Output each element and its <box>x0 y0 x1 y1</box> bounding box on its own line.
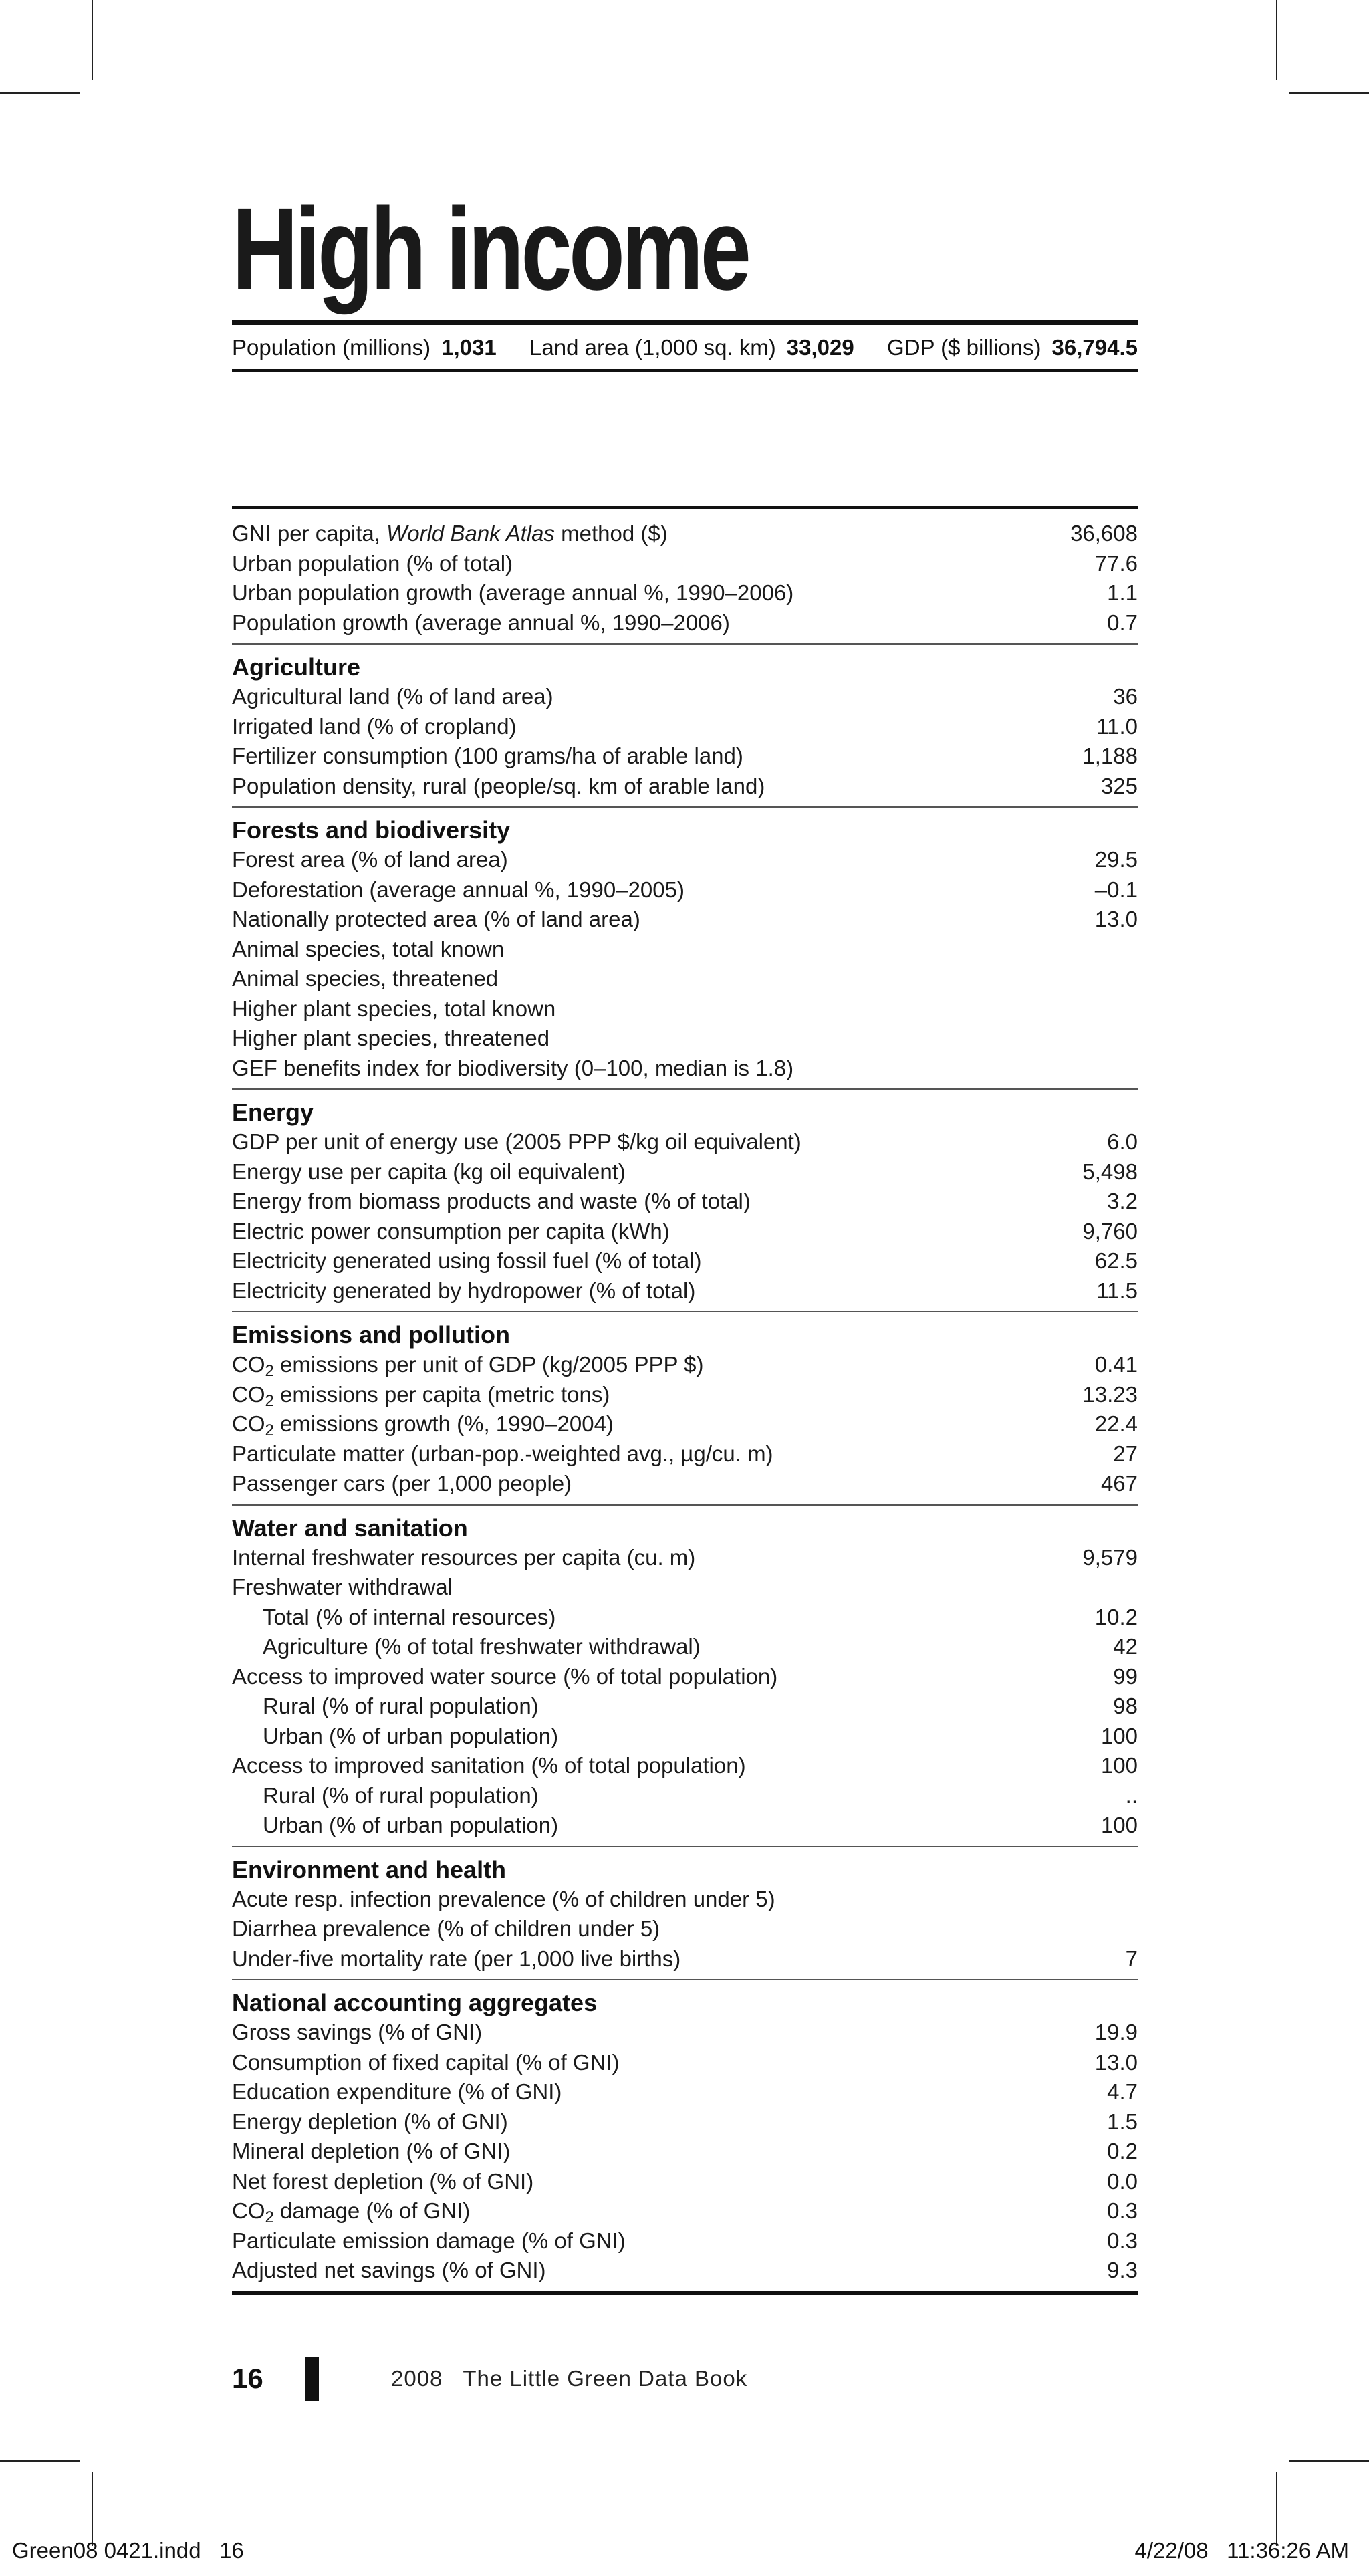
table-row <box>232 578 1138 608</box>
population-label: Population (millions) <box>232 335 431 360</box>
gdp-summary <box>887 333 1138 362</box>
row-value: 0.41 <box>1094 1352 1138 1377</box>
row-label: Acute resp. infection prevalence (% of children under 5) <box>232 1886 775 1911</box>
row-label: Under-five mortality rate (per 1,000 live births) <box>232 1946 681 1971</box>
row-label: GDP per unit of energy use (2005 PPP $/kg oil equivalent) <box>232 1129 801 1154</box>
table-row <box>232 2077 1138 2107</box>
row-value: 22.4 <box>1094 1411 1138 1436</box>
row-label-italic: World Bank Atlas <box>386 521 555 546</box>
table-row <box>232 964 1138 994</box>
table-row <box>232 1157 1138 1187</box>
section-title: Environment and health <box>232 1855 507 1883</box>
row-value: 29.5 <box>1094 847 1138 872</box>
row-label: Rural (% of rural population) <box>263 1693 539 1718</box>
table-row <box>232 608 1138 638</box>
crop-mark <box>92 0 93 80</box>
section-title: Forests and biodiversity <box>232 816 511 844</box>
row-label: Education expenditure (% of GNI) <box>232 2079 562 2104</box>
co2-text: CO <box>232 2198 265 2223</box>
book-title: 2008 The Little Green Data Book <box>391 2366 748 2391</box>
row-label: Adjusted net savings (% of GNI) <box>232 2258 546 2282</box>
section-title: Energy <box>232 1098 314 1126</box>
row-value: 36 <box>1113 684 1138 709</box>
row-value: 3.2 <box>1107 1189 1138 1213</box>
row-value: 100 <box>1100 1723 1138 1748</box>
table-row <box>232 1944 1138 1974</box>
summary-bar <box>232 333 1138 362</box>
population-summary <box>232 333 511 362</box>
row-value: 9,579 <box>1082 1544 1138 1570</box>
row-label: Consumption of fixed capital (% of GNI) <box>232 2049 620 2075</box>
row-label-part: emissions per capita (metric tons) <box>273 1381 610 1407</box>
row-label-part: emissions growth (%, 1990–2004) <box>273 1411 614 1436</box>
row-value: 0.2 <box>1107 2139 1138 2163</box>
table-row <box>232 2137 1138 2167</box>
section-title: Emissions and pollution <box>232 1321 511 1349</box>
row-value: 100 <box>1100 1753 1138 1778</box>
divider <box>232 320 1138 325</box>
section-title: National accounting aggregates <box>232 1989 598 2016</box>
row-label: Energy from biomass products and waste (% of total) <box>232 1189 751 1213</box>
table-row <box>232 712 1138 742</box>
row-label <box>232 1350 703 1380</box>
row-label: Access to improved water source (% of total population) <box>232 1663 778 1689</box>
crop-mark <box>1289 92 1369 94</box>
row-value: 10.2 <box>1094 1604 1138 1629</box>
table-row <box>232 1054 1138 1084</box>
row-label: Urban population growth (average annual %, 1990–2006) <box>232 580 794 605</box>
row-label: Gross savings (% of GNI) <box>232 2020 483 2044</box>
print-slug-file: Green08 0421.indd 16 <box>12 2538 244 2563</box>
co2-text: CO <box>232 1381 265 1407</box>
footer-bar <box>305 2357 319 2401</box>
co2-text: CO <box>232 1411 265 1436</box>
table-row <box>232 2107 1138 2137</box>
table-row <box>232 1187 1138 1217</box>
table-row <box>232 1914 1138 1944</box>
emissions-section <box>232 1320 1138 1506</box>
row-value: 1,188 <box>1082 743 1138 768</box>
row-value: 11.0 <box>1096 713 1138 739</box>
row-value: 13.0 <box>1094 2049 1138 2075</box>
row-label-part: emissions per unit of GDP (kg/2005 PPP $) <box>273 1352 704 1377</box>
row-label: Animal species, threatened <box>232 966 499 991</box>
table-row <box>232 1603 1138 1633</box>
crop-mark <box>1276 0 1277 80</box>
gdp-label: GDP ($ billions) <box>887 335 1041 360</box>
row-value: 11.5 <box>1096 1278 1138 1303</box>
table-row <box>232 1276 1138 1306</box>
row-value: 1.1 <box>1107 580 1138 605</box>
co2-subscript: 2 <box>265 1391 274 1410</box>
table-row <box>232 2048 1138 2078</box>
divider <box>232 369 1138 372</box>
co2-subscript: 2 <box>265 1421 274 1439</box>
row-value: 0.0 <box>1107 2168 1138 2194</box>
row-label: Particulate emission damage (% of GNI) <box>232 2228 626 2253</box>
row-label: Freshwater withdrawal <box>232 1574 453 1599</box>
row-value: 100 <box>1100 1812 1138 1837</box>
row-label: Particulate matter (urban-pop.-weighted avg., µg/cu. m) <box>232 1441 773 1466</box>
row-label: Mineral depletion (% of GNI) <box>232 2139 511 2163</box>
row-label: Urban (% of urban population) <box>263 1723 559 1748</box>
row-label: Total (% of internal resources) <box>263 1604 556 1629</box>
row-value: 13.23 <box>1082 1381 1138 1407</box>
row-value: 1.5 <box>1107 2109 1138 2134</box>
table-row <box>232 519 1138 549</box>
table-row <box>232 1781 1138 1811</box>
table-row <box>232 1885 1138 1915</box>
table-row <box>232 2196 1138 2226</box>
row-label: Animal species, total known <box>232 936 505 961</box>
gdp-value: 36,794.5 <box>1051 335 1138 360</box>
co2-text: CO <box>232 1352 265 1377</box>
row-label-part: method ($) <box>554 521 668 546</box>
table-row <box>232 1632 1138 1662</box>
table-row <box>232 845 1138 875</box>
crop-mark <box>92 2472 93 2546</box>
land-label: Land area (1,000 sq. km) <box>529 335 776 360</box>
population-value: 1,031 <box>441 335 497 360</box>
row-value: 9.3 <box>1107 2258 1138 2282</box>
row-label: Population density, rural (people/sq. km of arable land) <box>232 773 765 798</box>
table-row <box>232 1127 1138 1157</box>
table-row <box>232 1380 1138 1410</box>
row-label: Higher plant species, total known <box>232 996 556 1021</box>
crop-mark <box>0 2460 80 2462</box>
row-label: Forest area (% of land area) <box>232 847 508 872</box>
table-row <box>232 1350 1138 1380</box>
health-section <box>232 1855 1138 1981</box>
energy-section <box>232 1098 1138 1312</box>
row-value: 5,498 <box>1082 1159 1138 1184</box>
table-row <box>232 1217 1138 1247</box>
row-label: Agricultural land (% of land area) <box>232 684 553 709</box>
row-value: 62.5 <box>1094 1248 1138 1273</box>
divider <box>232 506 1138 509</box>
row-label: Energy depletion (% of GNI) <box>232 2109 508 2134</box>
row-value: 13.0 <box>1094 907 1138 931</box>
crop-mark <box>1289 2460 1369 2462</box>
row-value: 99 <box>1113 1663 1138 1689</box>
row-label-part: damage (% of GNI) <box>273 2198 471 2223</box>
row-label <box>232 1409 614 1439</box>
table-row <box>232 1751 1138 1781</box>
row-label: Agriculture (% of total freshwater withdrawal) <box>263 1634 701 1659</box>
row-value: .. <box>1125 1782 1138 1808</box>
print-slug-date: 4/22/08 11:36:26 AM <box>1134 2538 1349 2563</box>
table-row <box>232 1691 1138 1722</box>
row-label: Nationally protected area (% of land area) <box>232 907 640 931</box>
land-value: 33,029 <box>786 335 854 360</box>
row-label: Diarrhea prevalence (% of children under 5) <box>232 1916 660 1941</box>
table-row <box>232 2256 1138 2286</box>
row-value: 98 <box>1113 1693 1138 1718</box>
row-value: 6.0 <box>1107 1129 1138 1154</box>
row-label: Electricity generated by hydropower (% of total) <box>232 1278 696 1303</box>
table-row <box>232 2226 1138 2256</box>
section-title: Agriculture <box>232 653 361 681</box>
table-row <box>232 1572 1138 1603</box>
accounting-section <box>232 1988 1138 2295</box>
row-label: Net forest depletion (% of GNI) <box>232 2168 534 2194</box>
row-label-part: GNI per capita, <box>232 521 387 546</box>
row-label: Internal freshwater resources per capita (cu. m) <box>232 1544 696 1570</box>
water-section <box>232 1514 1138 1847</box>
row-value: 77.6 <box>1094 550 1138 576</box>
row-label: Electric power consumption per capita (kWh) <box>232 1218 670 1244</box>
row-value: 467 <box>1100 1471 1138 1496</box>
table-row <box>232 875 1138 905</box>
crop-mark <box>0 92 80 94</box>
table-row <box>232 1409 1138 1439</box>
section-title: Water and sanitation <box>232 1514 468 1542</box>
row-label: Urban (% of urban population) <box>263 1812 559 1837</box>
row-label: Energy use per capita (kg oil equivalent) <box>232 1159 626 1184</box>
row-value: 36,608 <box>1070 521 1138 546</box>
table-row <box>232 935 1138 965</box>
row-value: 0.7 <box>1107 610 1138 635</box>
row-label: Population growth (average annual %, 1990–2006) <box>232 610 730 635</box>
table-row <box>232 1469 1138 1499</box>
co2-subscript: 2 <box>265 1362 274 1380</box>
row-value: 7 <box>1125 1946 1138 1971</box>
table-row <box>232 1662 1138 1692</box>
row-value: 9,760 <box>1082 1218 1138 1244</box>
row-label: Electricity generated using fossil fuel (% of total) <box>232 1248 702 1273</box>
table-row <box>232 1439 1138 1470</box>
table-row <box>232 1810 1138 1841</box>
row-label: Deforestation (average annual %, 1990–2005) <box>232 876 684 902</box>
table-row <box>232 2167 1138 2197</box>
row-value: 19.9 <box>1094 2020 1138 2044</box>
row-value: 27 <box>1113 1441 1138 1466</box>
table-row <box>232 772 1138 802</box>
page-footer <box>232 2359 834 2399</box>
row-label: Irrigated land (% of cropland) <box>232 713 517 739</box>
table-row <box>232 1246 1138 1276</box>
co2-subscript: 2 <box>265 2208 274 2226</box>
land-summary <box>529 333 869 362</box>
page-title: High income <box>232 184 749 315</box>
crop-mark <box>1276 2472 1277 2546</box>
row-value: 4.7 <box>1107 2079 1138 2104</box>
row-label: GEF benefits index for biodiversity (0–100, median is 1.8) <box>232 1055 794 1080</box>
forests-section <box>232 816 1138 1090</box>
row-label: Urban population (% of total) <box>232 550 513 576</box>
table-row <box>232 682 1138 712</box>
table-row <box>232 994 1138 1024</box>
row-label: Higher plant species, threatened <box>232 1026 550 1050</box>
row-value: 42 <box>1113 1634 1138 1659</box>
table-row <box>232 1722 1138 1752</box>
row-value: 325 <box>1100 773 1138 798</box>
table-row <box>232 2018 1138 2048</box>
row-label <box>232 519 668 549</box>
row-label <box>232 2196 470 2226</box>
indicator-table <box>232 519 1138 2303</box>
table-row <box>232 905 1138 935</box>
table-row <box>232 741 1138 772</box>
row-label: Fertilizer consumption (100 grams/ha of arable land) <box>232 743 743 768</box>
table-row <box>232 549 1138 579</box>
agriculture-section <box>232 653 1138 808</box>
row-label: Passenger cars (per 1,000 people) <box>232 1471 572 1496</box>
row-value: 0.3 <box>1107 2198 1138 2223</box>
page-number: 16 <box>232 2363 263 2394</box>
row-label: Rural (% of rural population) <box>263 1782 539 1808</box>
row-label <box>232 1380 610 1410</box>
table-row <box>232 1543 1138 1573</box>
row-label: Access to improved sanitation (% of total population) <box>232 1753 746 1778</box>
table-row <box>232 1024 1138 1054</box>
intro-section <box>232 519 1138 645</box>
row-value: –0.1 <box>1094 876 1138 902</box>
row-value: 0.3 <box>1107 2228 1138 2253</box>
